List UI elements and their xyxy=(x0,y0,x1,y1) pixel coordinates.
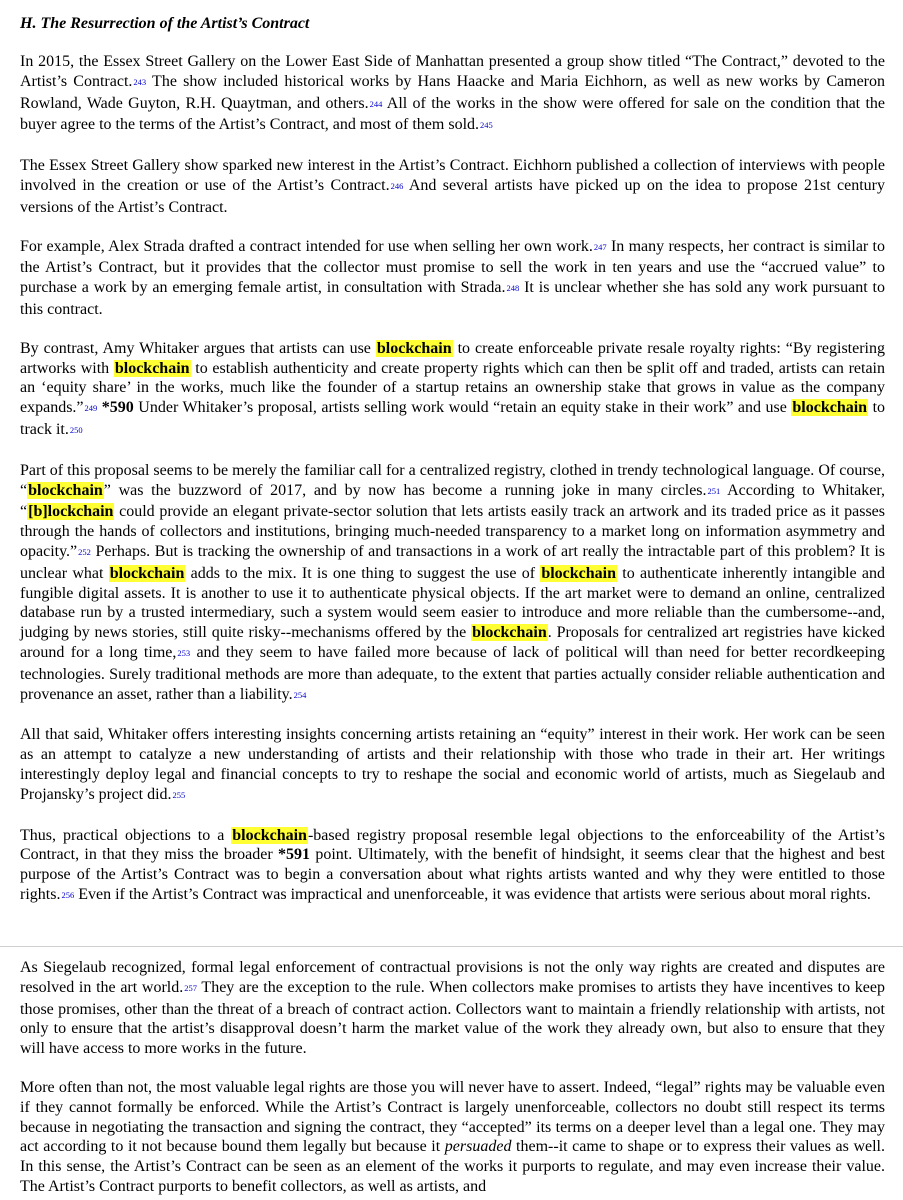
footnote-ref-246[interactable]: 246 xyxy=(390,180,404,191)
text: For example, Alex Strada drafted a contract intended for use when selling her own work. xyxy=(20,237,593,255)
text: All that said, Whitaker offers interesting insights concerning artists retaining an “equity” interest in their work. Her work can be seen as an attempt to catalyze a new understanding of artists and their relationship with those who trade in their art. Her writings interestingly deploy legal and financial concepts to try to reshape the social and economic world of artists, much as Siegelaub and Projansky’s project did. xyxy=(20,726,885,803)
text: Perhaps. But is tracking the ownership of and transactions in a work of art really the intractable part of this problem? It is unclear what xyxy=(20,542,885,582)
text: They are the exception to the rule. When collectors make promises to artists they have incentives to keep those promises, other than the threat of a breach of contract action. Collectors want to maintain a friendly relationship with artists, not only to ensure that the artist’s disapproval doesn’t harm the market value of the work they already own, but also to ensure that they will have access to more works in the future. xyxy=(20,978,885,1058)
search-highlight: [b]lockchain xyxy=(28,503,114,521)
text: and they seem to have failed more because of lack of political will than need for better recordkeeping technologies. Surely traditional methods are more than adequate, to the extent that parties actually consider reliable authentication and provenance an asset, rather than a liability. xyxy=(20,643,886,703)
footnote-ref-252[interactable]: 252 xyxy=(78,546,91,557)
footnote-ref-244[interactable]: 244 xyxy=(369,98,383,109)
footnote-ref-256[interactable]: 256 xyxy=(61,889,75,900)
text: -based registry proposal resemble legal objections to the enforceability of the Artist’s Contract, in that they miss the broader xyxy=(20,826,885,864)
search-highlight: blockchain xyxy=(232,826,307,844)
paragraph-3 xyxy=(20,237,885,320)
footnote-ref-251[interactable]: 251 xyxy=(707,485,721,496)
search-highlight: blockchain xyxy=(541,564,617,582)
text: Under Whitaker’s proposal, artists selling work would “retain an equity stake in their work” and use xyxy=(133,399,792,417)
footnote-ref-250[interactable]: 250 xyxy=(69,424,83,435)
paragraph-8 xyxy=(20,958,885,1059)
emphasis: persuaded xyxy=(444,1138,512,1156)
text: Thus, practical objections to a xyxy=(20,826,232,844)
paragraph-1 xyxy=(20,52,885,137)
star-page-590: *590 xyxy=(97,399,134,417)
text: By contrast, Amy Whitaker argues that artists can use xyxy=(20,339,376,357)
search-highlight: blockchain xyxy=(114,359,190,377)
footnote-ref-253[interactable]: 253 xyxy=(177,647,191,658)
footnote-ref-248[interactable]: 248 xyxy=(506,283,520,294)
footnote-ref-245[interactable]: 245 xyxy=(480,120,493,131)
text: . Proposals for centralized art registries have kicked around for a long time, xyxy=(20,624,885,661)
footnote-ref-257[interactable]: 257 xyxy=(184,982,197,993)
text: could provide an elegant private-sector solution that lets artists easily track an artwork and its traded price as it passes through the hands of collectors and institutions, bringing much-needed transparency to a market long on information asymmetry and opacity.” xyxy=(20,503,885,560)
section-heading: H. The Resurrection of the Artist’s Contract xyxy=(20,15,310,32)
paragraph-2 xyxy=(20,156,885,217)
search-highlight: blockchain xyxy=(28,481,103,499)
page-divider xyxy=(0,946,903,947)
star-page-591: *591 xyxy=(272,846,311,864)
text: to track it. xyxy=(20,399,886,438)
text: to create enforceable private resale royalty rights: “By registering artworks with xyxy=(20,339,885,377)
text: to authenticate inherently intangible and fungible digital assets. It is another to use it to authenticate physical objects. If the art market were to demand an online, centralized database run by a trusted intermediary, such a system would seem easier to introduce and more reliable than the cumbersome--and, judging by news stories, still quite risky--mechanisms offered by the xyxy=(20,564,886,642)
footnote-ref-247[interactable]: 247 xyxy=(593,241,607,252)
text: ” was the buzzword of 2017, and by now has become a running joke in many circles. xyxy=(103,481,707,499)
footnote-ref-254[interactable]: 254 xyxy=(293,689,307,700)
text: adds to the mix. It is one thing to suggest the use of xyxy=(185,564,541,582)
text: According to Whitaker, “ xyxy=(20,481,886,521)
text: In many respects, her contract is similar to the Artist’s Contract, but it provides that the collector must promise to sell the work in ten years and use the “accrued value” to purchase a work by an emerging female artist, in consultation with Strada. xyxy=(20,237,885,297)
search-highlight: blockchain xyxy=(792,399,868,417)
text: In 2015, the Essex Street Gallery on the Lower East Side of Manhattan presented a group show titled “The Contract,” devoted to the Artist’s Contract. xyxy=(20,53,885,90)
text: As Siegelaub recognized, formal legal enforcement of contractual provisions is not the only way rights are created and disputes are resolved in the art world. xyxy=(20,959,885,996)
page-1 xyxy=(20,14,885,926)
text: Even if the Artist’s Contract was impractical and unenforceable, it was evidence that artists were serious about moral rights. xyxy=(74,885,871,903)
search-highlight: blockchain xyxy=(472,624,547,642)
text: Part of this proposal seems to be merely the familiar call for a centralized registry, clothed in trendy technological language. Of course, “ xyxy=(20,461,885,499)
search-highlight: blockchain xyxy=(109,564,185,582)
text: All of the works in the show were offered for sale on the condition that the buyer agree to the terms of the Artist’s Contract, and most of them sold. xyxy=(20,94,885,134)
paragraph-9 xyxy=(20,1078,885,1197)
text: The Essex Street Gallery show sparked new interest in the Artist’s Contract. Eichhorn published a collection of interviews with people involved in the creation or use of the Artist’s Contract. xyxy=(20,157,885,194)
text: The show included historical works by Hans Haacke and Maria Eichhorn, as well as new works by Cameron Rowland, Wade Guyton, R.H. Quaytman, and others. xyxy=(20,72,885,112)
page-2 xyxy=(20,958,885,1200)
search-highlight: blockchain xyxy=(376,339,452,357)
paragraph-6 xyxy=(20,725,885,806)
text: And several artists have picked up on the idea to propose 21st century versions of the Artist’s Contract. xyxy=(20,176,885,216)
text: to establish authenticity and create property rights which can then be split off and traded, artists can retain an ‘equity share’ in the works, much like the founder of a startup retains an ownership stake that grows in value as the company expands.” xyxy=(20,359,886,417)
paragraph-7 xyxy=(20,826,885,907)
footnote-ref-255[interactable]: 255 xyxy=(172,789,186,800)
text: them--it came to shape or to express their values as well. In this sense, the Artist’s Contract can be seen as an element of the works it purports to regulate, and may even increase their value. The Artist’s Contract purports to benefit collectors, as well as artists, and xyxy=(20,1138,885,1195)
footnote-ref-249[interactable]: 249 xyxy=(84,403,98,414)
footnote-ref-243[interactable]: 243 xyxy=(133,76,147,87)
text: More often than not, the most valuable legal rights are those you will never have to assert. Indeed, “legal” rights may be valuable even if they cannot formally be enforced. While the Artist’s Contract is largely unenforceable, collectors no doubt still respect its terms because in negotiating the transaction and signing the contract, they “accepted” its terms on a deeper level than a legal one. They may act according to it not because bound them legally but because it xyxy=(20,1078,885,1156)
paragraph-5 xyxy=(20,461,885,707)
text: point. Ultimately, with the benefit of hindsight, it seems clear that the highest and best purpose of the Artist’s Contract was to begin a conversation about what rights artists wanted and why they were entitled to those rights. xyxy=(20,846,885,903)
text: It is unclear whether she has sold any work pursuant to this contract. xyxy=(20,279,885,318)
paragraph-4 xyxy=(20,339,885,442)
